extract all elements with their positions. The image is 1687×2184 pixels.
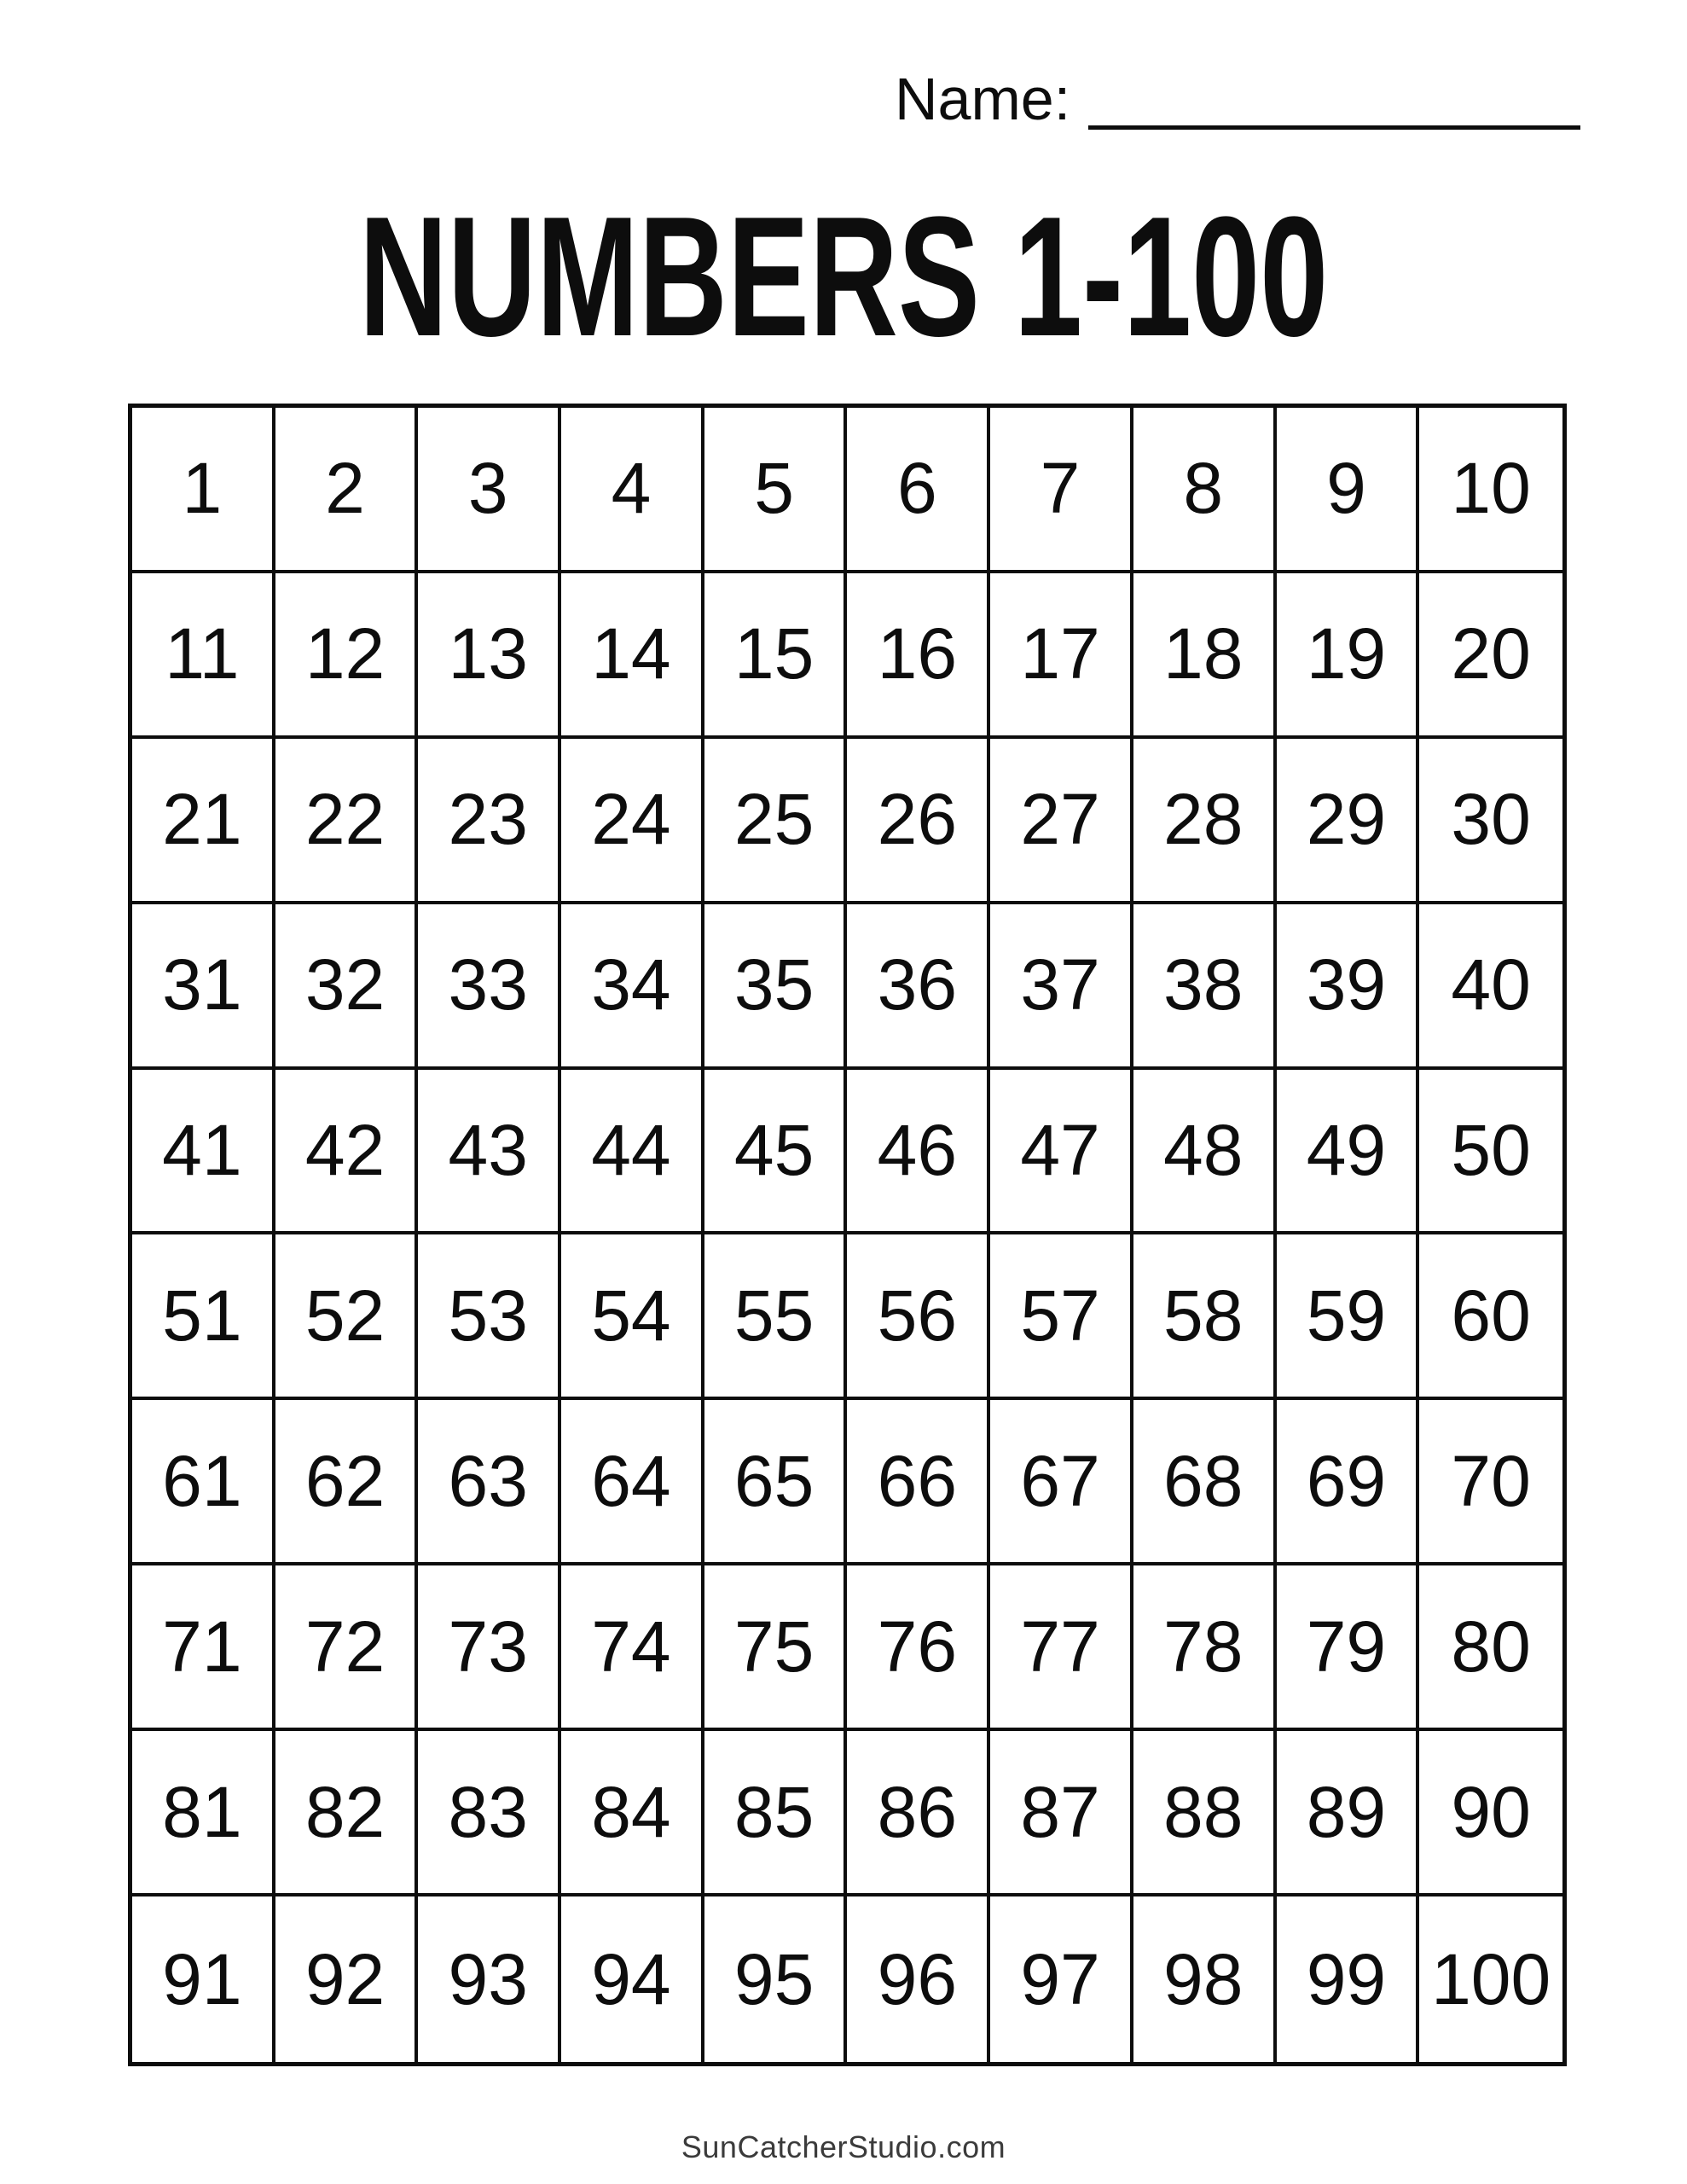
grid-cell-47: 47: [990, 1070, 1133, 1235]
grid-cell-87: 87: [990, 1731, 1133, 1896]
grid-cell-13: 13: [418, 573, 561, 739]
grid-cell-10: 10: [1419, 408, 1562, 573]
grid-cell-70: 70: [1419, 1400, 1562, 1565]
grid-cell-78: 78: [1133, 1565, 1277, 1731]
grid-cell-12: 12: [275, 573, 419, 739]
grid-cell-39: 39: [1277, 904, 1420, 1070]
grid-cell-30: 30: [1419, 739, 1562, 904]
grid-cell-94: 94: [561, 1896, 704, 2062]
grid-cell-71: 71: [132, 1565, 275, 1731]
grid-cell-34: 34: [561, 904, 704, 1070]
grid-cell-46: 46: [847, 1070, 990, 1235]
grid-cell-100: 100: [1431, 1938, 1551, 2019]
grid-cell-37: 37: [990, 904, 1133, 1070]
grid-cell-41: 41: [132, 1070, 275, 1235]
grid-cell-31: 31: [132, 904, 275, 1070]
grid-cell-73: 73: [418, 1565, 561, 1731]
grid-cell-90: 90: [1419, 1731, 1562, 1896]
grid-cell-3: 3: [418, 408, 561, 573]
grid-cell-25: 25: [704, 739, 848, 904]
number-grid: [128, 404, 1567, 2066]
grid-cell-9: 9: [1277, 408, 1420, 573]
grid-cell-64: 64: [561, 1400, 704, 1565]
grid-cell-6: 6: [847, 408, 990, 573]
grid-cell-50: 50: [1419, 1070, 1562, 1235]
grid-cell-29: 29: [1277, 739, 1420, 904]
grid-cell-16: 16: [847, 573, 990, 739]
page-title-text: NUMBERS 1-100: [358, 182, 1329, 372]
grid-cell-40: 40: [1419, 904, 1562, 1070]
grid-cell-91: 91: [132, 1896, 275, 2062]
grid-cell-49: 49: [1277, 1070, 1420, 1235]
grid-cell-60: 60: [1419, 1234, 1562, 1400]
grid-cell-59: 59: [1277, 1234, 1420, 1400]
grid-cell-23: 23: [418, 739, 561, 904]
grid-cell-72: 72: [275, 1565, 419, 1731]
grid-cell-95: 95: [704, 1896, 848, 2062]
page-title: [0, 179, 1687, 375]
grid-cell-81: 81: [132, 1731, 275, 1896]
grid-cell-67: 67: [990, 1400, 1133, 1565]
grid-cell-20: 20: [1419, 573, 1562, 739]
grid-cell-44: 44: [561, 1070, 704, 1235]
footer-credit: SunCatcherStudio.com: [681, 2129, 1006, 2164]
grid-cell-15: 15: [704, 573, 848, 739]
grid-cell-98: 98: [1133, 1896, 1277, 2062]
grid-cell-28: 28: [1133, 739, 1277, 904]
grid-cell-89: 89: [1277, 1731, 1420, 1896]
grid-cell-84: 84: [561, 1731, 704, 1896]
grid-cell-33: 33: [418, 904, 561, 1070]
grid-cell-75: 75: [704, 1565, 848, 1731]
grid-cell-51: 51: [132, 1234, 275, 1400]
grid-cell-18: 18: [1133, 573, 1277, 739]
grid-cell-24: 24: [561, 739, 704, 904]
grid-cell-74: 74: [561, 1565, 704, 1731]
grid-cell-36: 36: [847, 904, 990, 1070]
grid-cell-61: 61: [132, 1400, 275, 1565]
grid-cell-58: 58: [1133, 1234, 1277, 1400]
grid-cell-43: 43: [418, 1070, 561, 1235]
grid-cell-62: 62: [275, 1400, 419, 1565]
grid-cell-57: 57: [990, 1234, 1133, 1400]
grid-cell-88: 88: [1133, 1731, 1277, 1896]
grid-cell-8: 8: [1133, 408, 1277, 573]
grid-cell-38: 38: [1133, 904, 1277, 1070]
grid-cell-80: 80: [1419, 1565, 1562, 1731]
name-label: Name:: [895, 66, 1071, 132]
name-underline: [1088, 125, 1580, 130]
grid-cell-99: 99: [1277, 1896, 1420, 2062]
grid-cell-69: 69: [1277, 1400, 1420, 1565]
grid-cell-92: 92: [275, 1896, 419, 2062]
grid-cell-27: 27: [990, 739, 1133, 904]
grid-cell-4: 4: [561, 408, 704, 573]
grid-cell-45: 45: [704, 1070, 848, 1235]
grid-cell-35: 35: [704, 904, 848, 1070]
grid-cell-19: 19: [1277, 573, 1420, 739]
grid-cell-68: 68: [1133, 1400, 1277, 1565]
grid-cell-55: 55: [704, 1234, 848, 1400]
grid-cell-7: 7: [990, 408, 1133, 573]
grid-cell-17: 17: [990, 573, 1133, 739]
grid-cell-83: 83: [418, 1731, 561, 1896]
grid-cell-76: 76: [847, 1565, 990, 1731]
grid-cell-77: 77: [990, 1565, 1133, 1731]
grid-cell-52: 52: [275, 1234, 419, 1400]
grid-cell-66: 66: [847, 1400, 990, 1565]
grid-cell-2: 2: [275, 408, 419, 573]
grid-cell-54: 54: [561, 1234, 704, 1400]
grid-cell-65: 65: [704, 1400, 848, 1565]
grid-cell-5: 5: [704, 408, 848, 573]
grid-cell-56: 56: [847, 1234, 990, 1400]
grid-cell-14: 14: [561, 573, 704, 739]
grid-cell-82: 82: [275, 1731, 419, 1896]
grid-cell-48: 48: [1133, 1070, 1277, 1235]
grid-cell-96: 96: [847, 1896, 990, 2062]
grid-cell-97: 97: [990, 1896, 1133, 2062]
grid-cell-22: 22: [275, 739, 419, 904]
grid-cell-11: 11: [132, 573, 275, 739]
grid-cell-42: 42: [275, 1070, 419, 1235]
grid-cell-93: 93: [418, 1896, 561, 2062]
grid-cell-63: 63: [418, 1400, 561, 1565]
grid-cell-1: 1: [132, 408, 275, 573]
grid-cell-21: 21: [132, 739, 275, 904]
grid-cell-86: 86: [847, 1731, 990, 1896]
grid-cell-26: 26: [847, 739, 990, 904]
grid-cell-85: 85: [704, 1731, 848, 1896]
grid-cell-32: 32: [275, 904, 419, 1070]
grid-cell-53: 53: [418, 1234, 561, 1400]
grid-cell-79: 79: [1277, 1565, 1420, 1731]
